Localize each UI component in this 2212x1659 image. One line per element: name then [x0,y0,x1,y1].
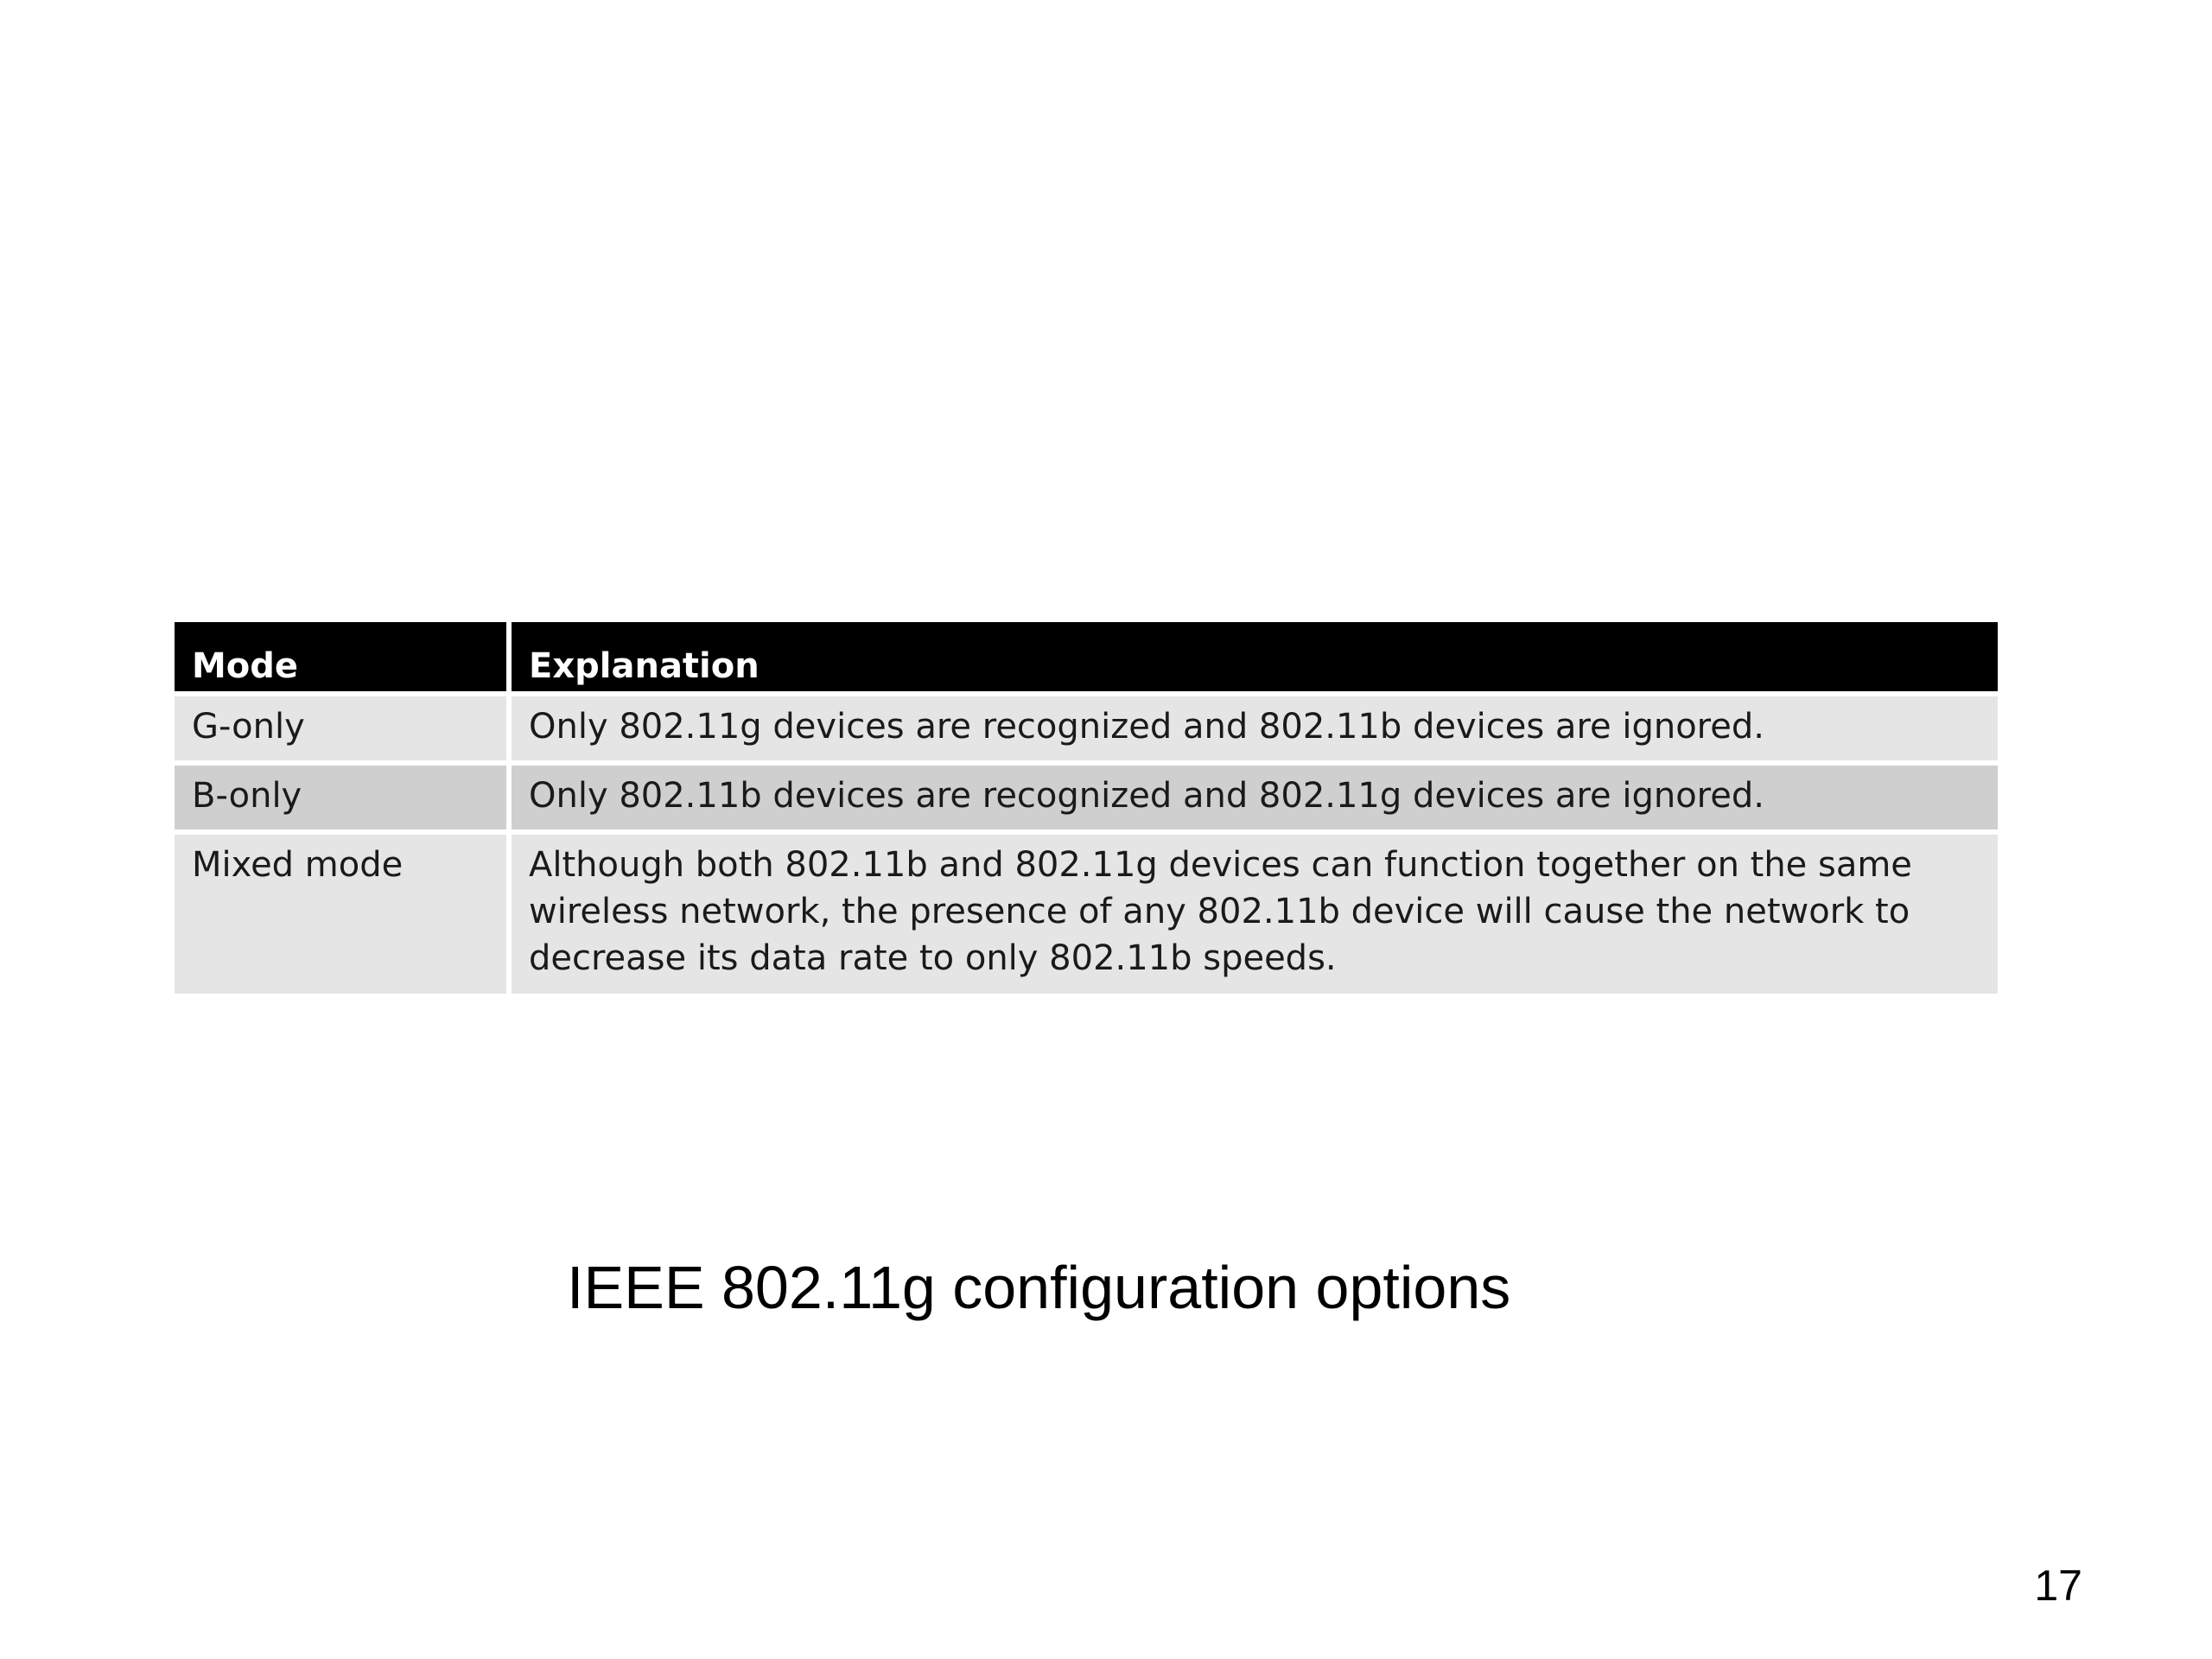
header-mode: Mode [175,622,512,691]
mode-cell: G-only [175,691,512,760]
table-row [175,830,1998,994]
mode-cell: B-only [175,760,512,830]
page-number: 17 [2034,1561,2082,1610]
table-caption: IEEE 802.11g configuration options [567,1254,1511,1321]
configuration-table [175,622,1998,994]
table-row [175,760,1998,830]
header-explanation: Explanation [512,622,1998,691]
mode-cell: Mixed mode [175,830,512,994]
explanation-cell: Only 802.11g devices are recognized and 802.11b devices are ignored. [512,691,1998,760]
table-header-row [175,622,1998,691]
table-row [175,691,1998,760]
explanation-cell: Only 802.11b devices are recognized and 802.11g devices are ignored. [512,760,1998,830]
explanation-cell: Although both 802.11b and 802.11g devices can function together on the same wireless network, the presence of any 802.11b device will cause the network to decrease its data rate to only 802.11b speeds. [512,830,1998,994]
configuration-table-container [175,622,1998,994]
